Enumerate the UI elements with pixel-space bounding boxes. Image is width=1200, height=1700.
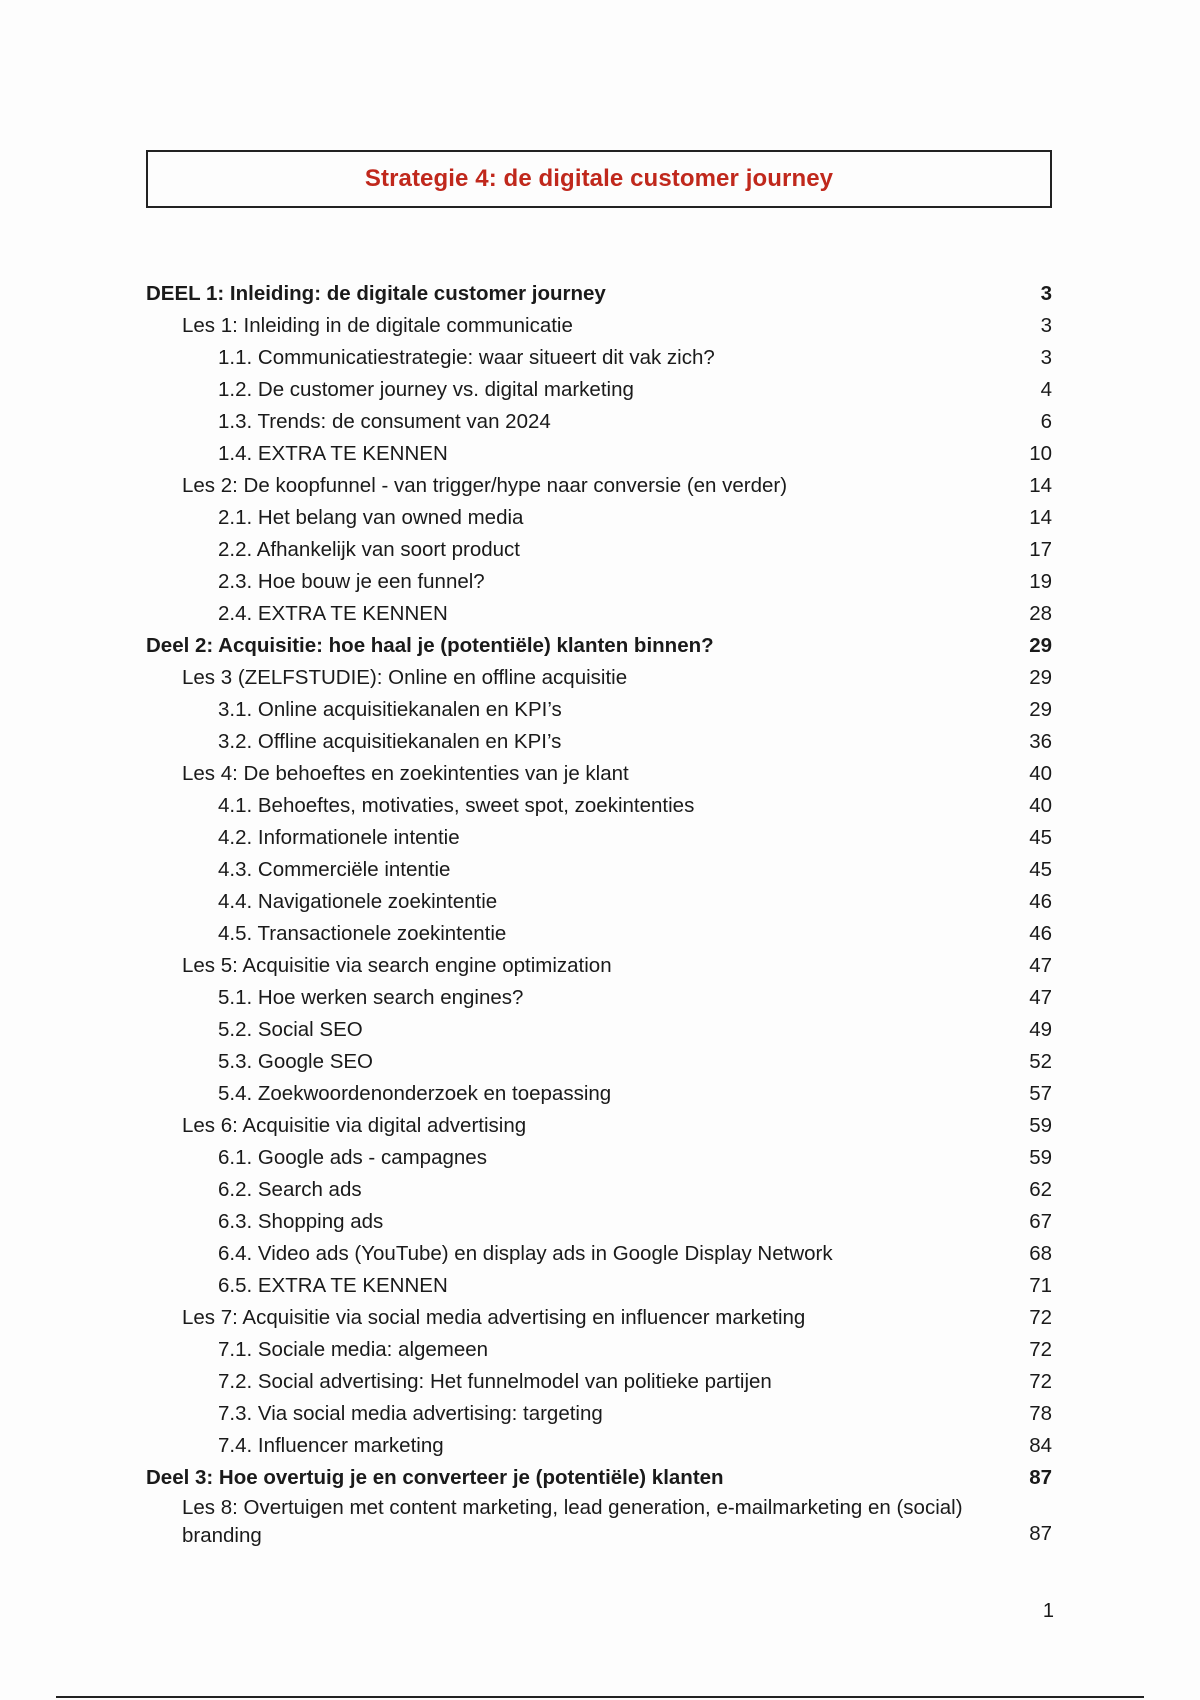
- toc-entry-page: 36: [1029, 730, 1052, 753]
- toc-entry-label: 6.1. Google ads - campagnes: [218, 1146, 487, 1169]
- toc-entry-page: 3: [1040, 282, 1052, 305]
- toc-section-entry[interactable]: [146, 1366, 1052, 1398]
- toc-entry-page: 62: [1029, 1178, 1052, 1201]
- toc-section-entry[interactable]: [146, 374, 1052, 406]
- toc-section-entry[interactable]: [146, 342, 1052, 374]
- toc-section-entry[interactable]: [146, 1142, 1052, 1174]
- toc-section-entry[interactable]: [146, 1078, 1052, 1110]
- toc-entry-label: Les 7: Acquisitie via social media advertising en influencer marketing: [182, 1306, 806, 1329]
- toc-section-entry[interactable]: [146, 1238, 1052, 1270]
- toc-section-entry[interactable]: [146, 790, 1052, 822]
- toc-part-entry[interactable]: [146, 278, 1052, 310]
- toc-entry-page: 49: [1029, 1018, 1052, 1041]
- toc-section-entry[interactable]: [146, 406, 1052, 438]
- toc-lesson-entry[interactable]: [146, 1110, 1052, 1142]
- toc-section-entry[interactable]: [146, 1398, 1052, 1430]
- page-number: 1: [1042, 1600, 1054, 1622]
- toc-entry-page: 45: [1029, 826, 1052, 849]
- toc-entry-label: 2.2. Afhankelijk van soort product: [218, 538, 520, 561]
- toc-entry-label: Les 3 (ZELFSTUDIE): Online en offline acquisitie: [182, 666, 628, 689]
- toc-entry-label: 6.5. EXTRA TE KENNEN: [218, 1274, 448, 1297]
- toc-entry-label: 5.2. Social SEO: [218, 1018, 363, 1041]
- toc-entry-page: 29: [1029, 698, 1052, 721]
- toc-entry-page: 4: [1040, 378, 1052, 401]
- toc-entry-label: 4.3. Commerciële intentie: [218, 858, 451, 881]
- toc-section-entry[interactable]: [146, 1174, 1052, 1206]
- toc-section-entry[interactable]: [146, 1430, 1052, 1462]
- toc-entry-page: 78: [1029, 1402, 1052, 1425]
- toc-entry-page: 10: [1029, 442, 1052, 465]
- toc-entry-page: 17: [1029, 538, 1052, 561]
- toc-entry-page: 46: [1029, 890, 1052, 913]
- toc-entry-page: 87: [1029, 1466, 1052, 1489]
- toc-entry-label: DEEL 1: Inleiding: de digitale customer journey: [146, 282, 606, 305]
- toc-entry-label: 7.1. Sociale media: algemeen: [218, 1338, 489, 1361]
- toc-section-entry[interactable]: [146, 1334, 1052, 1366]
- toc-section-entry[interactable]: [146, 822, 1052, 854]
- toc-entry-page: 59: [1029, 1146, 1052, 1169]
- toc-entry-page: 87: [1029, 1522, 1052, 1545]
- toc-section-entry[interactable]: [146, 1206, 1052, 1238]
- toc-lesson-entry[interactable]: [146, 310, 1052, 342]
- toc-entry-page: 29: [1029, 666, 1052, 689]
- toc-entry-page: 40: [1029, 794, 1052, 817]
- toc-lesson-entry[interactable]: [146, 950, 1052, 982]
- toc-section-entry[interactable]: [146, 566, 1052, 598]
- title-box: [146, 150, 1052, 208]
- toc-entry-page: 14: [1029, 506, 1052, 529]
- toc-entry-label: 3.2. Offline acquisitiekanalen en KPI’s: [218, 730, 562, 753]
- toc-entry-label: Les 6: Acquisitie via digital advertising: [182, 1114, 527, 1137]
- toc-entry-page: 72: [1029, 1338, 1052, 1361]
- toc-entry-label: 6.3. Shopping ads: [218, 1210, 384, 1233]
- toc-section-entry[interactable]: [146, 502, 1052, 534]
- toc-entry-page: 6: [1040, 410, 1052, 433]
- toc-entry-label: 5.3. Google SEO: [218, 1050, 373, 1073]
- toc-entry-page: 19: [1029, 570, 1052, 593]
- toc-entry-page: 52: [1029, 1050, 1052, 1073]
- toc-entry-page: 14: [1029, 474, 1052, 497]
- toc-entry-page: 45: [1029, 858, 1052, 881]
- toc-entry-label: 4.2. Informationele intentie: [218, 826, 460, 849]
- toc-entry-page: 72: [1029, 1370, 1052, 1393]
- toc-entry-label: 1.1. Communicatiestrategie: waar situeert dit vak zich?: [218, 346, 715, 369]
- toc-entry-page: 67: [1029, 1210, 1052, 1233]
- toc-section-entry[interactable]: [146, 1014, 1052, 1046]
- document-title: Strategie 4: de digitale customer journey: [364, 165, 834, 192]
- toc-entry-label: Les 8: Overtuigen met content marketing, lead generation, e-mailmarketing en (social) branding: [182, 1496, 963, 1547]
- toc-entry-label: 1.3. Trends: de consument van 2024: [218, 410, 551, 433]
- toc-entry-page: 3: [1040, 346, 1052, 369]
- toc-section-entry[interactable]: [146, 598, 1052, 630]
- toc-entry-page: 84: [1029, 1434, 1052, 1457]
- toc-entry-label: 4.4. Navigationele zoekintentie: [218, 890, 498, 913]
- toc-entry-page: 3: [1040, 314, 1052, 337]
- toc-entry-label: 7.2. Social advertising: Het funnelmodel van politieke partijen: [218, 1370, 772, 1393]
- toc-lesson-entry[interactable]: [146, 758, 1052, 790]
- toc-lesson-entry[interactable]: [146, 662, 1052, 694]
- toc-entry-page: 72: [1029, 1306, 1052, 1329]
- toc-entry-label: 6.4. Video ads (YouTube) en display ads in Google Display Network: [218, 1242, 833, 1265]
- toc-entry-page: 40: [1029, 762, 1052, 785]
- toc-entry-label: 3.1. Online acquisitiekanalen en KPI’s: [218, 698, 562, 721]
- toc-part-entry[interactable]: [146, 1462, 1052, 1494]
- table-of-contents: [146, 278, 1052, 1550]
- toc-entry-label: 7.4. Influencer marketing: [218, 1434, 444, 1457]
- toc-entry-label: Les 4: De behoeftes en zoekintenties van je klant: [182, 762, 629, 785]
- toc-entry-page: 59: [1029, 1114, 1052, 1137]
- toc-entry-label: Deel 2: Acquisitie: hoe haal je (potentiële) klanten binnen?: [146, 634, 714, 657]
- toc-entry-label: 7.3. Via social media advertising: targeting: [218, 1402, 603, 1425]
- toc-entry-page: 57: [1029, 1082, 1052, 1105]
- toc-entry-label: Deel 3: Hoe overtuig je en converteer je (potentiële) klanten: [146, 1466, 724, 1489]
- toc-section-entry[interactable]: [146, 918, 1052, 950]
- toc-lesson-entry[interactable]: [146, 1302, 1052, 1334]
- toc-entry-label: Les 5: Acquisitie via search engine optimization: [182, 954, 612, 977]
- toc-entry-label: 2.3. Hoe bouw je een funnel?: [218, 570, 485, 593]
- toc-section-entry[interactable]: [146, 982, 1052, 1014]
- toc-entry-page: 71: [1029, 1274, 1052, 1297]
- bottom-divider: [56, 1696, 1144, 1698]
- toc-entry-label: 5.1. Hoe werken search engines?: [218, 986, 524, 1009]
- toc-entry-label: 4.5. Transactionele zoekintentie: [218, 922, 507, 945]
- toc-entry-label: 5.4. Zoekwoordenonderzoek en toepassing: [218, 1082, 612, 1105]
- toc-entry-page: 28: [1029, 602, 1052, 625]
- toc-entry-label: 2.1. Het belang van owned media: [218, 506, 524, 529]
- toc-section-entry[interactable]: [146, 1046, 1052, 1078]
- toc-entry-label: Les 2: De koopfunnel - van trigger/hype naar conversie (en verder): [182, 474, 788, 497]
- toc-section-entry[interactable]: [146, 694, 1052, 726]
- toc-entry-label: 1.4. EXTRA TE KENNEN: [218, 442, 448, 465]
- toc-entry-label: 1.2. De customer journey vs. digital marketing: [218, 378, 634, 401]
- toc-part-entry[interactable]: [146, 630, 1052, 662]
- toc-entry-label: 6.2. Search ads: [218, 1178, 362, 1201]
- toc-entry-label: 4.1. Behoeftes, motivaties, sweet spot, zoekintenties: [218, 794, 695, 817]
- toc-section-entry[interactable]: [146, 886, 1052, 918]
- toc-entry-page: 29: [1029, 634, 1052, 657]
- toc-entry-label: 2.4. EXTRA TE KENNEN: [218, 602, 448, 625]
- toc-entry-page: 47: [1029, 954, 1052, 977]
- toc-section-entry[interactable]: [146, 1270, 1052, 1302]
- toc-section-entry[interactable]: [146, 534, 1052, 566]
- toc-entry-page: 46: [1029, 922, 1052, 945]
- toc-entry-page: 68: [1029, 1242, 1052, 1265]
- toc-entry-page: 47: [1029, 986, 1052, 1009]
- toc-lesson-entry[interactable]: [146, 470, 1052, 502]
- toc-section-entry[interactable]: [146, 726, 1052, 758]
- toc-section-entry[interactable]: [146, 854, 1052, 886]
- toc-lesson-entry[interactable]: [146, 1494, 1052, 1550]
- toc-section-entry[interactable]: [146, 438, 1052, 470]
- toc-entry-label: Les 1: Inleiding in de digitale communicatie: [182, 314, 573, 337]
